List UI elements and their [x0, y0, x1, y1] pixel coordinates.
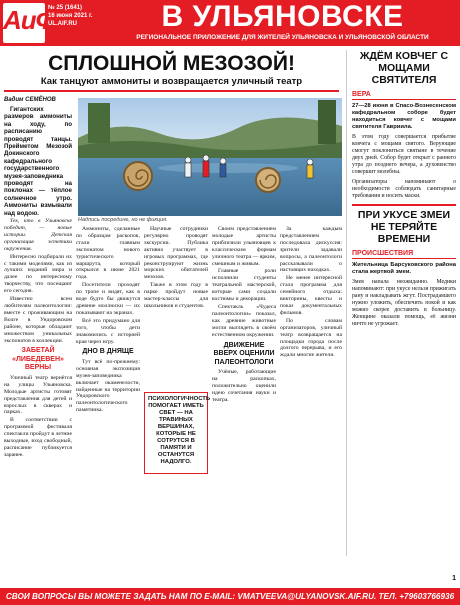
article-paragraph: Аммониты, сделанные по образцам раскопок, стали главным экспонатом нового туристического маршрута, который открылся в июне 2021 года.	[76, 226, 140, 281]
footer-contact[interactable]: СВОИ ВОПРОСЫ ВЫ МОЖЕТЕ ЗАДАТЬ НАМ ПО E-MAIL: VMATVEEVA@ULYANOVSK.AIF.RU. ТЕЛ. +79603766936	[5, 592, 455, 601]
pull-quote-text: ПСИХОЛОГИЧНОСТЬ ПОМОГАЕТ ИМЕТЬ СВЕТ — НА ТРАВИНЫХ ВЕРШИНАХ, КОТОРЫЕ НЕ СОТРУТСЯ В ПАМЯТИ И ОСТАНУТСЯ НАДОЛГО.	[148, 396, 211, 465]
edition-city: В УЛЬЯНОВСКЕ	[161, 0, 404, 33]
sidebar-lead: 27—28 июня в Спасо-Вознесенском кафедральном соборе будет находиться ковчег с мощами святителя Гавриила.	[352, 103, 456, 130]
article-photo	[78, 98, 342, 216]
section-subheading: ДВИЖЕНИЕ ВВЕРХ ОЦЕНИЛИ ПАЛЕОНТОЛОГИ	[213, 341, 275, 366]
sidebar-body-3: Змея напала неожиданно. Медики напоминают: при укусе нельзя прижигать рану и накладывать жгут. Пострадавшего нужно уложить, обеспечить покой и как можно скорее доставить в больницу. Женщине оказали помощь, её жизни ничто не угрожает.	[352, 279, 456, 327]
page-number: 1	[452, 575, 456, 582]
article-paragraph: Посетители проходят по тропе и видят, как в воде будто бы движутся древние моллюски — их показывают на экранах.	[76, 282, 140, 316]
article-column-3	[144, 226, 211, 553]
issue-number: № 25 (1641)	[48, 5, 83, 11]
article-paragraph: Главные роли исполнили студенты театральной мастерской, которые сами создали костюмы и декорации.	[212, 268, 276, 303]
article-paragraph: Известно всем любителям палеонтологии: вместе с проживающим на Волге в Ундоровском районе, которые обладают множеством уникальных экспонатов в коллекции.	[4, 296, 72, 344]
section-subheading: ЗАБЕТАЙ «ЛИБЕДЕВЕН» ВЕРНЫ	[12, 347, 64, 372]
pull-quote	[144, 392, 211, 474]
sidebar-lead-2: Жительница Барсуковского района стала жертвой змеи.	[352, 262, 456, 275]
article-byline: Вадим СЕМЁНОВ	[4, 97, 56, 103]
issue-info	[48, 4, 108, 28]
issue-site: UL.AIF.RU	[48, 21, 77, 27]
article-paragraph: По словам организаторов, уличный театр возвращается на площадки города после долгого перерыва, и его ждали многие жители.	[280, 317, 342, 359]
article-paragraph: За каждым представлением последовала дискуссия: зрители задавали вопросы, а палеонтологи рассказывали о настоящих находках.	[280, 226, 342, 274]
article-lead: Гигантских размеров аммониты на ходу, по расписанию проводят танцы. Прейметом Мезозой Докинского кафедрального государственного музея-заповедника проводят на поклонах — тёплое солнечное утро. Аммониты взмывали над водою.	[4, 106, 72, 217]
sidebar-rubric: ВЕРА	[352, 90, 456, 100]
issue-date: 16 июня 2021 г.	[48, 13, 93, 19]
footer-bar	[0, 588, 460, 605]
sidebar-rubric-2: ПРОИСШЕСТВИЯ	[352, 249, 456, 259]
article-paragraph: В соответствии с программой фестиваля спектакли пройдут в летние выходные, вход свободный, расписание публикуется заранее.	[4, 417, 72, 458]
page-subhead: Как танцуют аммониты и возвращается уличный театр	[40, 76, 303, 87]
photo-illustration	[78, 98, 342, 216]
article-column-1	[4, 106, 72, 553]
article-column-4	[212, 226, 276, 553]
page-headline: СПЛОШНОЙ МЕЗОЗОЙ!	[48, 52, 295, 75]
article-paragraph: Уличный театр вернётся на улицы Ульяновска. Молодые артисты готовят представления для детей и взрослых в скверах и парках.	[4, 374, 72, 416]
headline-divider	[4, 90, 339, 92]
sidebar-title-2: ПРИ УКУСЕ ЗМЕИ НЕ ТЕРЯЙТЕ ВРЕМЕНИ	[357, 209, 451, 245]
article-paragraph: Всё это придумано для того, чтобы дети знакомились с историей края через игру.	[76, 317, 140, 345]
section-subheading: ДНО В ДНЯЩЕ	[82, 348, 134, 356]
article-paragraph: Интересно подбирали их с такими моделями, как из лучших изданий мира и далее по интересному творчеству, что посещают его сегодня.	[4, 253, 72, 295]
article-column-5	[280, 226, 342, 553]
sidebar-body: Организаторы напоминают о необходимости соблюдать санитарные требования и носить маски.	[352, 179, 456, 199]
logo-text: АиФ	[3, 5, 55, 35]
article-paragraph: Тех, кто в Ульяновске победит, — новые истории. Детская организация эстетики окружения.	[4, 218, 72, 252]
article-paragraph: Своим представлением молодые артисты приблизили ульяновцев к классическим формам уличного театра — ярким, смешным и живым.	[212, 226, 276, 267]
sidebar-title: ЖДЁМ КОВЧЕГ С МОЩАМИ СВЯТИТЕЛЯ	[359, 50, 449, 86]
article-paragraph: Учёные, работающие на раскопках, положительно оценили идею сочетания науки и театра.	[212, 369, 276, 403]
article-paragraph: Научные сотрудники регулярно проводят экскурсии. Публика активно участвует в игровых программах, где реконструируют жизнь морских обитателей мезозоя.	[144, 226, 208, 281]
article-paragraph: Спектакль «Чудеса палеонтологии» показал, как древние животные могли выглядеть в своём естественном окружении.	[212, 303, 276, 338]
aif-logo[interactable]	[3, 3, 55, 43]
edition-tagline: РЕГИОНАЛЬНОЕ ПРИЛОЖЕНИЕ ДЛЯ ЖИТЕЛЕЙ УЛЬЯНОВСКА И УЛЬЯНОВСКОЙ ОБЛАСТИ	[136, 34, 429, 41]
article-paragraph: Не менее интересной стала программа для семейного отдыха: викторины, квесты и показ документальных фильмов.	[280, 275, 342, 316]
masthead	[0, 0, 460, 46]
article-paragraph: Также в этом году в парке пройдут новые мастер-классы для школьников и студентов.	[144, 282, 208, 309]
sidebar-second-story	[352, 204, 456, 328]
article-column-2	[76, 226, 140, 553]
sidebar-body: В этом году совершается прибытие ковчега с мощами святого. Верующие смогут поклониться святыне в течение двух дней. Собор будет открыт с раннего утра до позднего вечера, а духовенство совершит молебны.	[352, 134, 456, 175]
sidebar	[346, 50, 456, 556]
photo-caption: Надпись посредине, но не фикция.	[78, 217, 168, 223]
article-paragraph: Тут всё по-прежнему: основная экспозиция музея-заповедника включает окаменелости, найденные на территории Ундоровского палеонтологического памятника.	[76, 358, 140, 414]
